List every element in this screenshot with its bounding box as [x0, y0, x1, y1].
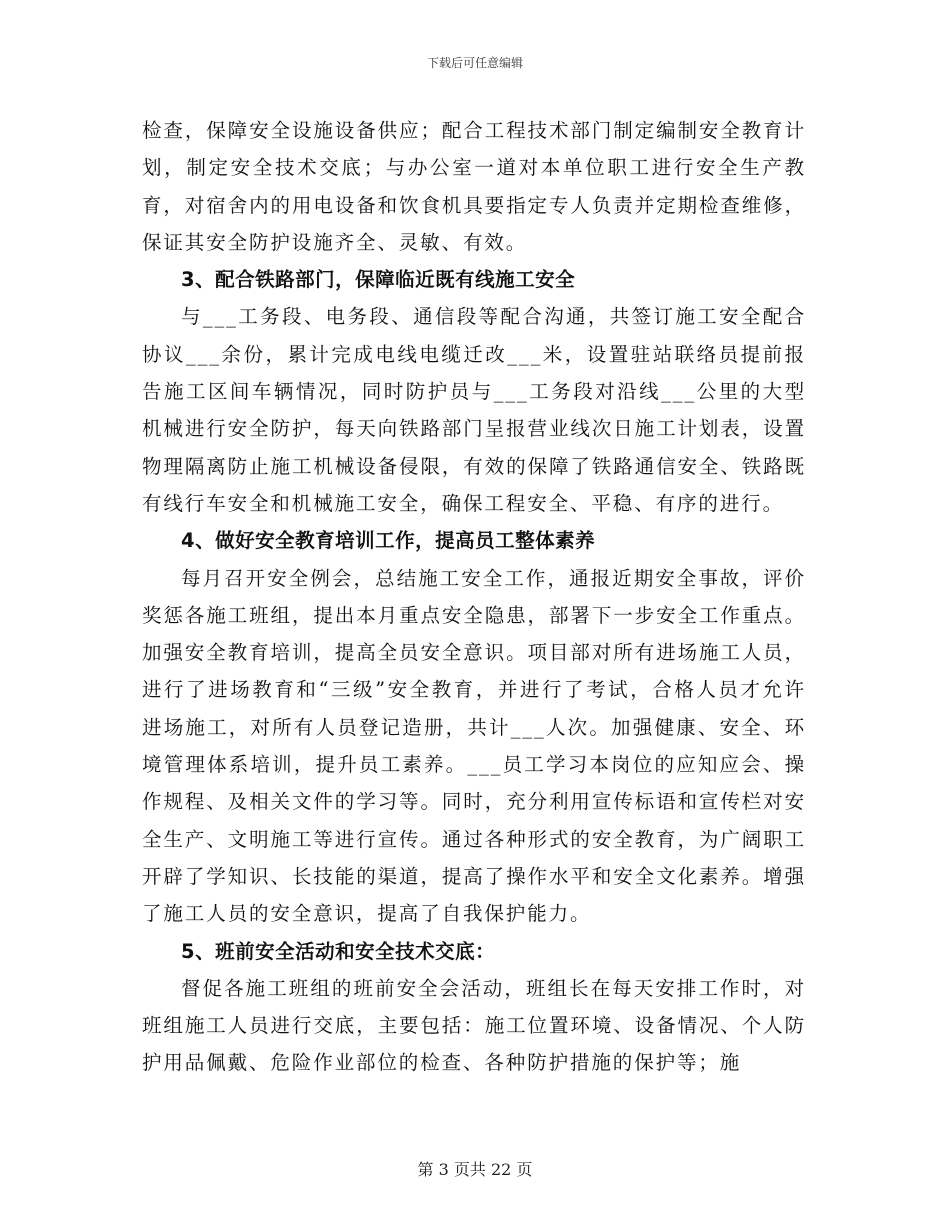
paragraph-section-3: 与___工务段、电务段、通信段等配合沟通，共签订施工安全配合协议___余份，累计完成电线电缆迁改___米，设置驻站联络员提前报告施工区间车辆情况，同时防护员与___工务段对沿线___公里的大型机械进行安全防护，每天向铁路部门呈报营业线次日施工计划表，设置物理隔离防止施工机械设备侵限，有效的保障了铁路通信安全、铁路既有线行车安全和机械施工安全，确保工程安全、平稳、有序的进行。 — [142, 305, 806, 515]
page-number: 第 3 页共 22 页 — [417, 1160, 533, 1179]
paragraph-continuation: 检查，保障安全设施设备供应；配合工程技术部门制定编制安全教育计划，制定安全技术交底；与办公室一道对本单位职工进行安全生产教育，对宿舍内的用电设备和饮食机具要指定专人负责并定期检查维修，保证其安全防护设施齐全、灵敏、有效。 — [142, 119, 806, 254]
section-heading-5: 5、班前安全活动和安全技术交底： — [181, 939, 496, 963]
page-header-note: 下载后可任意编辑 — [426, 56, 523, 70]
section-heading-4: 4、做好安全教育培训工作，提高员工整体素养 — [181, 529, 596, 553]
document-body — [142, 112, 806, 1082]
paragraph-section-4: 每月召开安全例会，总结施工安全工作，通报近期安全事故，评价奖惩各施工班组，提出本月重点安全隐患，部署下一步安全工作重点。加强安全教育培训，提高全员安全意识。项目部对所有进场施工人员，进行了进场教育和“三级”安全教育，并进行了考试，合格人员才允许进场施工，对所有人员登记造册，共计___人次。加强健康、安全、环境管理体系培训，提升员工素养。___员工学习本岗位的应知应会、操作规程、及相关文件的学习等。同时，充分利用宣传标语和宣传栏对安全生产、文明施工等进行宣传。通过各种形式的安全教育，为广阔职工开辟了学知识、长技能的渠道，提高了操作水平和安全文化素养。增强了施工人员的安全意识，提高了自我保护能力。 — [142, 566, 806, 926]
section-heading-3: 3、配合铁路部门，保障临近既有线施工安全 — [181, 268, 576, 292]
paragraph-section-5: 督促各施工班组的班前安全会活动，班组长在每天安排工作时，对班组施工人员进行交底，主要包括：施工位置环境、设备情况、个人防护用品佩戴、危险作业部位的检查、各种防护措施的保护等；施 — [142, 976, 806, 1075]
